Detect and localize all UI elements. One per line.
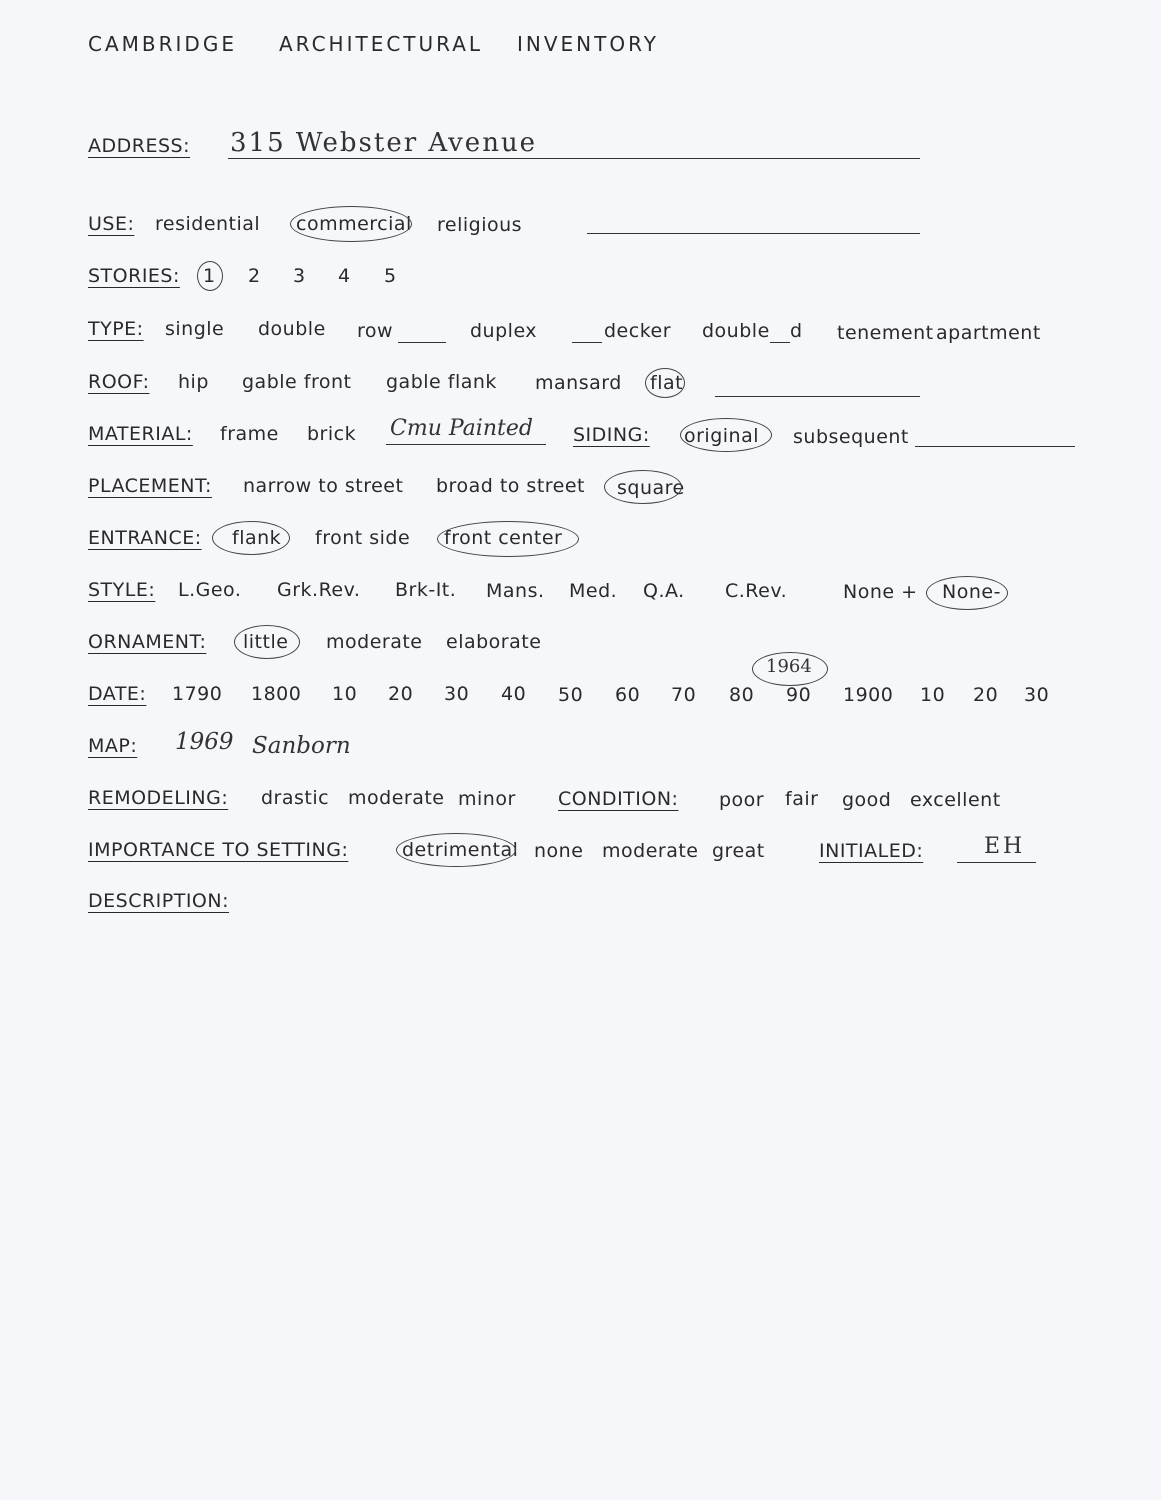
siding-label: SIDING: xyxy=(573,424,650,446)
use-religious: religious xyxy=(437,214,523,236)
importance-selected-circle xyxy=(396,833,519,867)
type-label: TYPE: xyxy=(88,318,144,340)
date-90: 90 xyxy=(786,684,812,706)
initialed-value: EH xyxy=(984,834,1026,859)
roof-label: ROOF: xyxy=(88,371,150,393)
remodeling-drastic: drastic xyxy=(261,787,330,809)
ornament-little: little xyxy=(243,631,289,653)
condition-excellent: excellent xyxy=(910,789,1001,811)
roof-selected-circle xyxy=(645,368,685,398)
ornament-elaborate: elaborate xyxy=(446,631,542,653)
type-decker: decker xyxy=(604,320,672,342)
importance-label: IMPORTANCE TO SETTING: xyxy=(88,839,349,861)
placement-selected-circle xyxy=(604,470,682,504)
importance-moderate: moderate xyxy=(602,840,699,862)
date-label: DATE: xyxy=(88,683,147,705)
type-single: single xyxy=(165,318,225,340)
entrance-flank-circle xyxy=(212,521,290,555)
style-grkrev: Grk.Rev. xyxy=(277,579,361,601)
material-label: MATERIAL: xyxy=(88,423,193,445)
style-mans: Mans. xyxy=(486,580,545,602)
description-label: DESCRIPTION: xyxy=(88,890,230,912)
importance-none: none xyxy=(534,840,584,862)
entrance-label: ENTRANCE: xyxy=(88,527,202,549)
type-row: row xyxy=(357,320,394,342)
roof-mansard: mansard xyxy=(535,372,622,394)
use-label: USE: xyxy=(88,213,135,235)
use-selected-circle xyxy=(290,206,412,242)
date-10: 10 xyxy=(332,683,358,705)
stories-5: 5 xyxy=(384,265,397,287)
style-lgeo: L.Geo. xyxy=(178,579,242,601)
style-med: Med. xyxy=(569,580,618,602)
header-architectural: ARCHITECTURAL xyxy=(279,32,484,56)
ornament-label: ORNAMENT: xyxy=(88,631,207,653)
type-double-d-line xyxy=(770,342,790,343)
style-label: STYLE: xyxy=(88,579,156,601)
roof-flat: flat xyxy=(650,372,684,394)
siding-selected-circle xyxy=(680,418,772,452)
use-commercial: commercial xyxy=(296,213,412,235)
date-70: 70 xyxy=(671,684,697,706)
type-decker-line xyxy=(572,342,602,343)
roof-other-line xyxy=(715,396,920,397)
roof-gable-flank: gable flank xyxy=(386,371,497,393)
stories-label: STORIES: xyxy=(88,265,180,287)
address-line xyxy=(228,158,920,159)
condition-poor: poor xyxy=(719,789,765,811)
placement-narrow: narrow to street xyxy=(243,475,404,497)
header-inventory: INVENTORY xyxy=(517,32,659,56)
material-handwritten: Cmu Painted xyxy=(390,416,533,441)
entrance-front-center: front center xyxy=(444,527,563,549)
remodeling-label: REMODELING: xyxy=(88,787,229,809)
stories-selected-circle xyxy=(197,261,223,291)
type-apartment: apartment xyxy=(936,322,1041,344)
stories-1: 1 xyxy=(203,265,216,287)
date-1900: 1900 xyxy=(843,684,894,706)
type-d: d xyxy=(790,320,803,342)
importance-detrimental: detrimental xyxy=(402,839,519,861)
initialed-line xyxy=(957,862,1036,863)
importance-great: great xyxy=(712,840,765,862)
stories-3: 3 xyxy=(293,265,306,287)
placement-label: PLACEMENT: xyxy=(88,475,212,497)
remodeling-minor: minor xyxy=(458,788,516,810)
date-selected-circle xyxy=(752,652,828,686)
date-1920: 20 xyxy=(973,684,999,706)
material-other-line xyxy=(386,444,546,445)
date-1800: 1800 xyxy=(251,683,302,705)
type-tenement: tenement xyxy=(837,322,934,344)
date-40: 40 xyxy=(501,683,527,705)
placement-square: square xyxy=(617,477,685,499)
map-label: MAP: xyxy=(88,735,138,757)
roof-hip: hip xyxy=(178,371,209,393)
condition-fair: fair xyxy=(785,788,819,810)
date-80: 80 xyxy=(729,684,755,706)
use-other-line xyxy=(587,233,920,234)
style-none-minus: None- xyxy=(942,581,1001,603)
style-none-plus: None + xyxy=(843,581,918,603)
date-handwritten: 1964 xyxy=(766,656,812,677)
stories-2: 2 xyxy=(248,265,261,287)
entrance-front-side: front side xyxy=(315,527,411,549)
siding-subsequent: subsequent xyxy=(793,426,909,448)
roof-gable-front: gable front xyxy=(242,371,352,393)
material-frame: frame xyxy=(220,423,279,445)
date-60: 60 xyxy=(615,684,641,706)
ornament-selected-circle xyxy=(234,625,300,659)
placement-broad: broad to street xyxy=(436,475,586,497)
type-double: double xyxy=(258,318,326,340)
ornament-moderate: moderate xyxy=(326,631,423,653)
header-cambridge: CAMBRIDGE xyxy=(88,32,237,56)
date-20: 20 xyxy=(388,683,414,705)
date-1790: 1790 xyxy=(172,683,223,705)
date-30: 30 xyxy=(444,683,470,705)
type-double-d: double xyxy=(702,320,770,342)
date-50: 50 xyxy=(558,684,584,706)
map-source: Sanborn xyxy=(252,733,351,759)
date-1910: 10 xyxy=(920,684,946,706)
condition-good: good xyxy=(842,789,892,811)
style-qa: Q.A. xyxy=(643,580,685,602)
date-1930: 30 xyxy=(1024,684,1050,706)
entrance-front-center-circle xyxy=(437,521,579,557)
type-row-line xyxy=(398,342,446,343)
entrance-flank: flank xyxy=(232,527,282,549)
address-value: 315 Webster Avenue xyxy=(230,128,538,158)
siding-original: original xyxy=(684,425,760,447)
material-brick: brick xyxy=(307,423,357,445)
type-duplex: duplex xyxy=(470,320,538,342)
address-label: ADDRESS: xyxy=(88,135,190,157)
style-selected-circle xyxy=(926,576,1008,610)
style-brkit: Brk-It. xyxy=(395,579,457,601)
map-year: 1969 xyxy=(175,729,234,755)
stories-4: 4 xyxy=(338,265,351,287)
siding-other-line xyxy=(915,446,1075,447)
use-residential: residential xyxy=(155,213,261,235)
condition-label: CONDITION: xyxy=(558,788,679,810)
remodeling-moderate: moderate xyxy=(348,787,445,809)
style-crev: C.Rev. xyxy=(725,580,788,602)
initialed-label: INITIALED: xyxy=(819,840,924,862)
